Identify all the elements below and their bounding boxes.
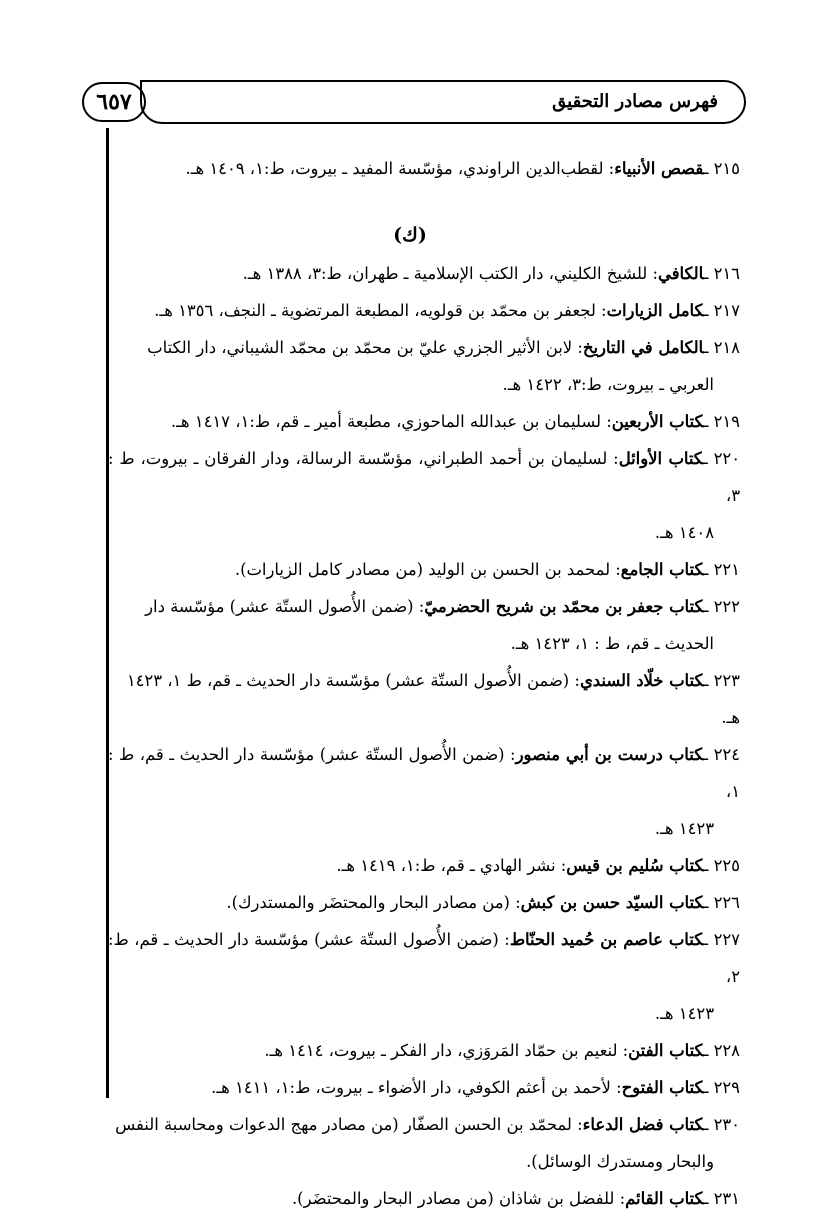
entry-number: ٢١٩ [713,412,740,431]
bib-entry: ٢٢٩ ـكتاب الفتوح: لأحمد بن أعثم الكوفي، دار الأضواء ـ بيروت، ط:١، ١٤١١ هـ. [211,1078,740,1097]
entry-details: للشيخ الكليني، دار الكتب الإسلامية ـ طهران، ط:٣، ١٣٨٨ هـ. [242,264,648,283]
entry-title: كتاب درست بن أبي منصور [515,745,704,764]
entry-details: لسليمان بن أحمد الطبراني، مؤسّسة الرسالة، ودار الفرقان ـ بيروت، ط : ٣، [108,449,740,505]
bib-entry: ٢١٩ ـكتاب الأربعين: لسليمان بن عبدالله الماحوزي، مطبعة أمير ـ قم، ط:١، ١٤١٧ هـ. [170,412,740,431]
entry-title: كتاب سُليم بن قيس [566,856,704,875]
entry-number: ٢١٥ [713,159,740,178]
entry-number: ٢٢٦ [713,893,740,912]
entry-number: ٢٣٠ [713,1115,740,1134]
entry-title: كتاب القائم [625,1189,704,1208]
entry-details: لسليمان بن عبدالله الماحوزي، مطبعة أمير ـ قم، ط:١، ١٤١٧ هـ. [170,412,601,431]
bib-entry: ٢٢٢ ـكتاب جعفر بن محمّد بن شريح الحضرميّ: (ضمن الأُصول الستّة عشر) مؤسّسة دار [145,597,740,616]
entry-details: (ضمن الأُصول الستّة عشر) مؤسّسة دار الحديث ـ قم، ط : ١، [108,745,740,801]
entry-number: ٢١٧ [713,301,740,320]
entry-details: لجعفر بن محمّد بن قولويه، المطبعة المرتضوية ـ النجف، ١٣٥٦ هـ. [154,301,596,320]
entry-continuation: والبحار ومستدرك الوسائل). [526,1152,714,1171]
bib-entry: ٢٢٨ ـكتاب الفتن: لنعيم بن حمّاد المَروَزي، دار الفكر ـ بيروت، ١٤١٤ هـ. [264,1041,740,1060]
entry-number: ٢٢٢ [713,597,740,616]
entry-details: لمحمّد بن الحسن الصفّار (من مصادر مهج الدعوات ومحاسبة النفس [115,1115,572,1134]
entry-number: ٢٢٥ [713,856,740,875]
entry-details: للفضل بن شاذان (من مصادر البحار والمحتضَر). [291,1189,615,1208]
bib-entry: ٢٢٣ ـكتاب خلّاد السندي: (ضمن الأُصول الستّة عشر) مؤسّسة دار الحديث ـ قم، ط ١، ١٤٢٣ هـ. [126,671,740,727]
running-title: فهرس مصادر التحقيق [140,80,746,124]
entries-after-section [108,255,740,1217]
entry-title: كتاب الأوائل [618,449,703,468]
entry-number: ٢٢٠ [713,449,741,468]
entry-details: لقطب‌الدين الراوندي، مؤسّسة المفيد ـ بيروت، ط:١، ١٤٠٩ هـ. [185,159,604,178]
entry-number: ٢٢١ [713,560,740,579]
bib-entry: ٢٢١ ـكتاب الجامع: لمحمد بن الحسن بن الوليد (من مصادر كامل الزيارات). [234,560,740,579]
entry-number: ٢١٦ [713,264,740,283]
entry-title: كتاب فضل الدعاء [582,1115,704,1134]
entry-title: كتاب الفتن [628,1041,704,1060]
entry-continuation: ١٤٠٨ هـ. [654,523,714,542]
entry-number: ٢١٨ [713,338,740,357]
bib-entry: ٢٣٠ ـكتاب فضل الدعاء: لمحمّد بن الحسن الصفّار (من مصادر مهج الدعوات ومحاسبة النفس [115,1115,740,1134]
entry-number: ٢٣١ [713,1189,740,1208]
entry-title: كامل الزيارات [606,301,704,320]
entry-title: الكافي [658,264,704,283]
entry-continuation: الحديث ـ قم، ط : ١، ١٤٢٣ هـ. [510,634,714,653]
entry-title: كتاب الجامع [620,560,704,579]
entries-before-section [108,150,740,187]
entry-details: لابن الأثير الجزري عليّ بن محمّد بن محمّد الشيباني، دار الكتاب [147,338,573,357]
entry-title: كتاب الفتوح [621,1078,704,1097]
entry-title: كتاب السيّد حسن بن كبش [520,893,704,912]
bib-entry: ٢٢٦ ـكتاب السيّد حسن بن كبش: (من مصادر البحار والمحتضَر والمستدرك). [226,893,740,912]
bib-entry: ٢١٥ ـقصص الأنبياء: لقطب‌الدين الراوندي، مؤسّسة المفيد ـ بيروت، ط:١، ١٤٠٩ هـ. [185,159,740,178]
entry-details: (ضمن الأُصول الستّة عشر) مؤسّسة دار الحديث ـ قم، ط: ٢، [108,930,740,986]
entry-details: لمحمد بن الحسن بن الوليد (من مصادر كامل الزيارات). [234,560,611,579]
bib-entry: ٢١٨ ـالكامل في التاريخ: لابن الأثير الجزري عليّ بن محمّد بن محمّد الشيباني، دار الكتاب [147,338,740,357]
entry-number: ٢٢٧ [713,930,740,949]
bib-entry: ٢٢٠ ـكتاب الأوائل: لسليمان بن أحمد الطبراني، مؤسّسة الرسالة، ودار الفرقان ـ بيروت، ط : ٣، [108,449,741,505]
bib-entry: ٢٢٤ ـكتاب درست بن أبي منصور: (ضمن الأُصول الستّة عشر) مؤسّسة دار الحديث ـ قم، ط : ١، [108,745,740,801]
entry-number: ٢٢٨ [713,1041,740,1060]
entry-number: ٢٢٩ [713,1078,740,1097]
entry-continuation: ١٤٢٣ هـ. [654,1004,714,1023]
entry-number: ٢٢٤ [713,745,740,764]
bib-entry: ٢١٧ ـكامل الزيارات: لجعفر بن محمّد بن قولويه، المطبعة المرتضوية ـ النجف، ١٣٥٦ هـ. [154,301,740,320]
bib-entry: ٢١٦ ـالكافي: للشيخ الكليني، دار الكتب الإسلامية ـ طهران، ط:٣، ١٣٨٨ هـ. [242,264,740,283]
entry-details: نشر الهادي ـ قم، ط:١، ١٤١٩ هـ. [336,856,556,875]
entry-details: (من مصادر البحار والمحتضَر والمستدرك). [226,893,510,912]
section-letter-kaf: (ك) [393,224,427,246]
bib-entry: ٢٢٧ ـكتاب عاصم بن حُميد الحنّاط: (ضمن الأُصول الستّة عشر) مؤسّسة دار الحديث ـ قم، ط: ٢، [108,930,740,986]
page-number: ٦٥٧ [82,82,146,122]
entry-number: ٢٢٣ [713,671,740,690]
entry-details: لنعيم بن حمّاد المَروَزي، دار الفكر ـ بيروت، ١٤١٤ هـ. [264,1041,618,1060]
entry-continuation: ١٤٢٣ هـ. [654,819,714,838]
entry-details: (ضمن الأُصول الستّة عشر) مؤسّسة دار [145,597,414,616]
bib-entry: ٢٣١ ـكتاب القائم: للفضل بن شاذان (من مصادر البحار والمحتضَر). [291,1189,740,1208]
entry-title: الكامل في التاريخ [582,338,704,357]
section-spacer [108,187,740,215]
entry-title: كتاب خلّاد السندي [579,671,704,690]
entry-title: كتاب عاصم بن حُميد الحنّاط [509,930,704,949]
entry-details: لأحمد بن أعثم الكوفي، دار الأضواء ـ بيروت، ط:١، ١٤١١ هـ. [211,1078,611,1097]
entry-title: قصص الأنبياء [614,159,704,178]
page-header [82,78,746,128]
bib-entry: ٢٢٥ ـكتاب سُليم بن قيس: نشر الهادي ـ قم، ط:١، ١٤١٩ هـ. [336,856,740,875]
entry-title: كتاب جعفر بن محمّد بن شريح الحضرميّ [424,597,704,616]
entry-continuation: العربي ـ بيروت، ط:٣، ١٤٢٢ هـ. [502,375,714,394]
entry-title: كتاب الأربعين [611,412,704,431]
bibliography-list [108,150,740,1217]
entry-details: (ضمن الأُصول الستّة عشر) مؤسّسة دار الحديث ـ قم، ط ١، ١٤٢٣ هـ. [126,671,740,727]
